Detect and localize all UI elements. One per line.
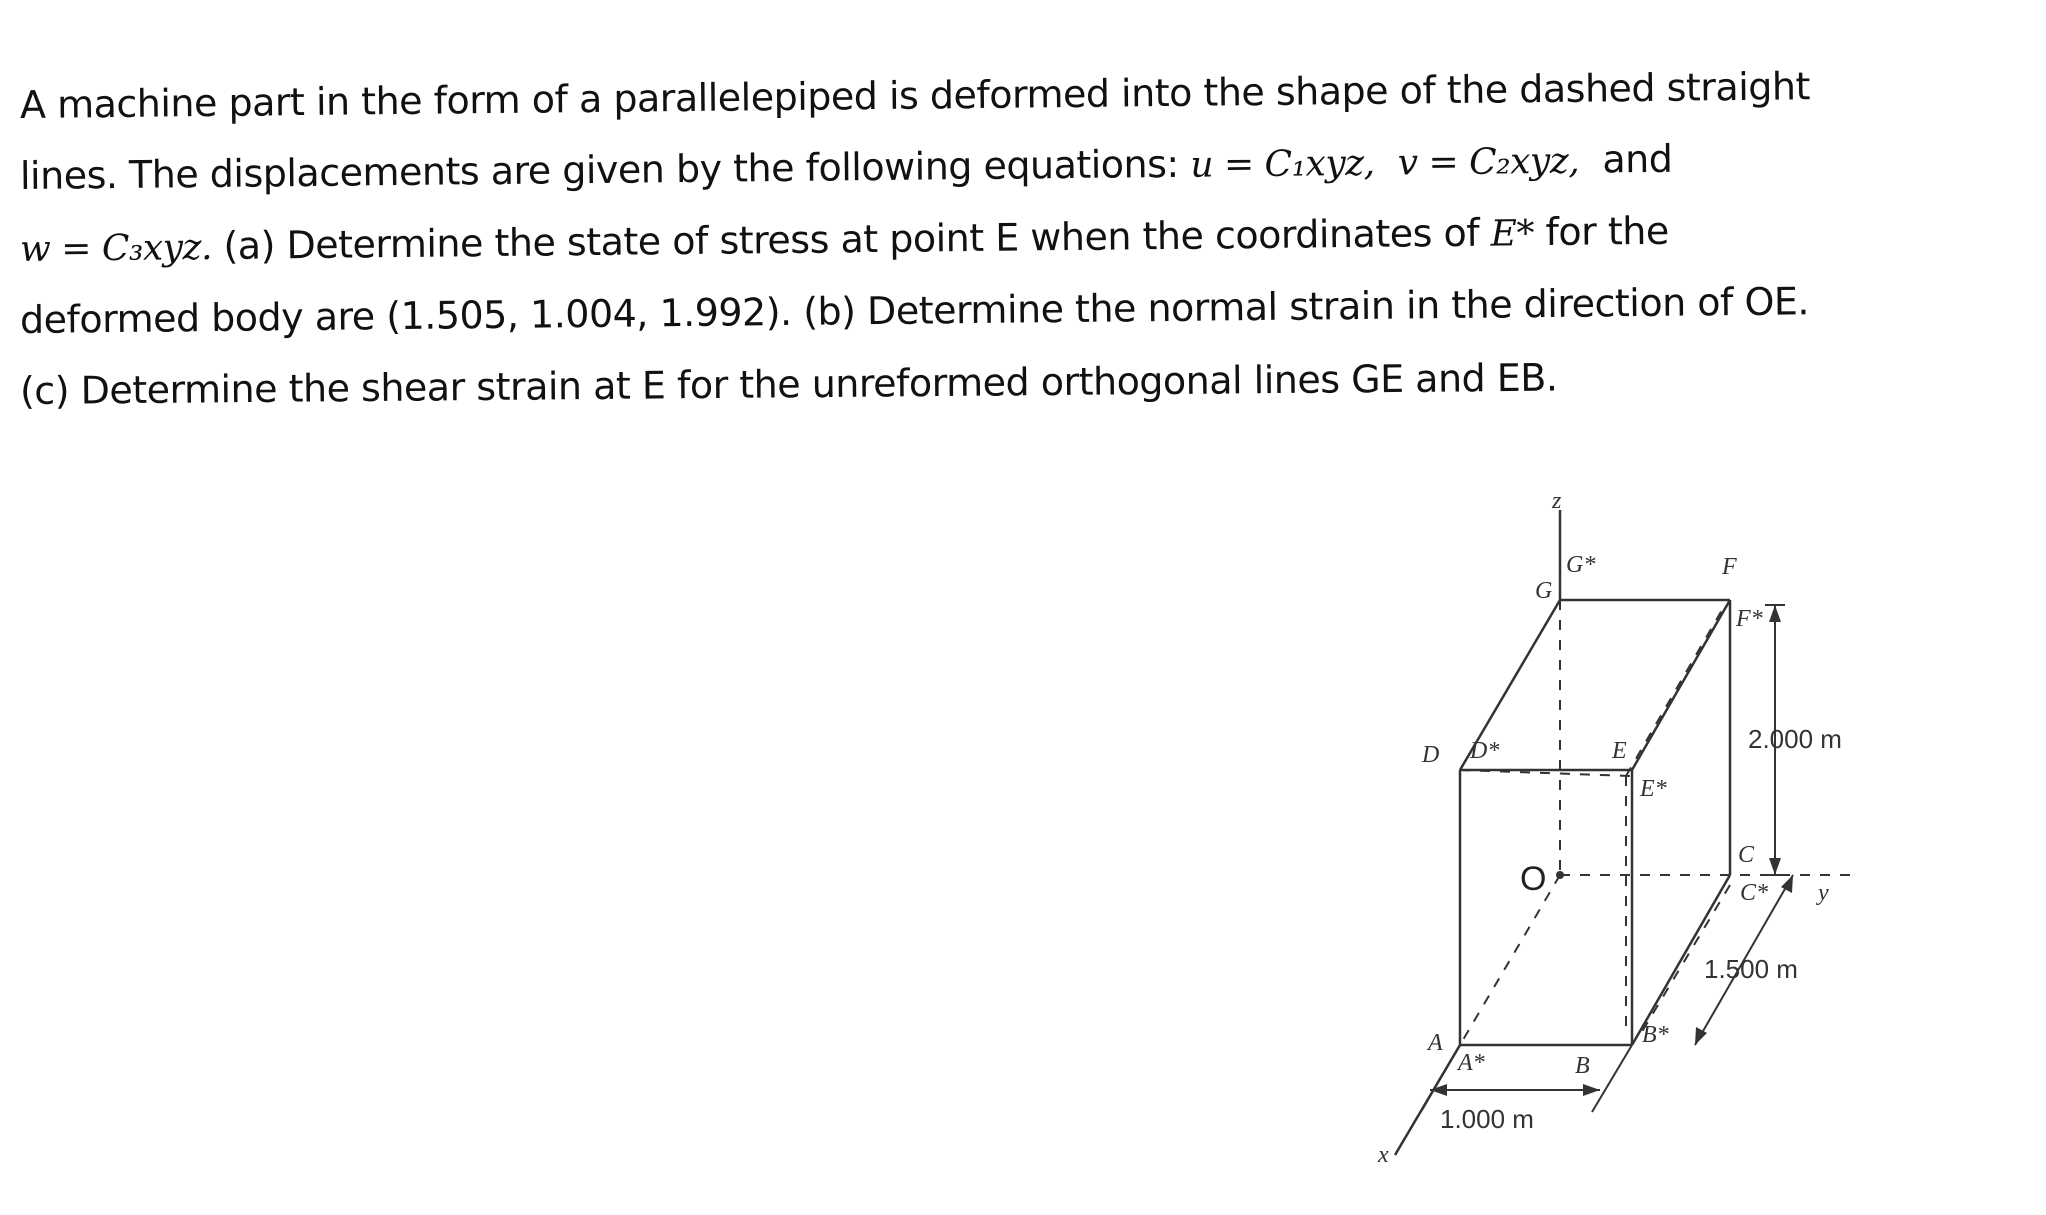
line-3-end: for the xyxy=(1533,208,1669,255)
label-f: F xyxy=(1722,554,1737,580)
label-b: B xyxy=(1575,1053,1590,1079)
label-e: E xyxy=(1612,738,1627,764)
origin-dot xyxy=(1556,871,1564,879)
label-b-star: B* xyxy=(1642,1022,1669,1048)
label-g-star: G* xyxy=(1566,552,1596,578)
deformed-edge-ef xyxy=(1626,610,1722,776)
edge-fe xyxy=(1632,600,1730,770)
problem-statement xyxy=(19,64,2010,427)
line-2-text: lines. The displacements are given by the following equations: xyxy=(19,141,1191,198)
problem-line-5: (c) Determine the shear strain at E for the unreformed orthogonal lines GE and EB. xyxy=(19,355,1558,413)
label-g: G xyxy=(1535,578,1553,604)
hidden-edge-oa xyxy=(1460,875,1560,1045)
label-c: C xyxy=(1738,842,1755,868)
parallelepiped-diagram xyxy=(1330,490,1890,1180)
depth-arrow-top xyxy=(1781,875,1793,893)
equation-u: u = C₁xyz, xyxy=(1190,142,1375,186)
line-3-text: (a) Determine the state of stress at point E when the coordinates of xyxy=(211,210,1491,268)
label-d-star: D* xyxy=(1470,738,1500,764)
width-arrow-left xyxy=(1430,1084,1447,1096)
equation-v: v = C₂xyz, xyxy=(1397,140,1580,184)
height-arrow-bottom xyxy=(1769,858,1781,875)
width-extension-right xyxy=(1592,1045,1632,1112)
label-d: D xyxy=(1422,742,1440,768)
point-e-star: E* xyxy=(1490,213,1535,255)
label-axis-z: z xyxy=(1552,490,1562,514)
label-e-star: E* xyxy=(1640,776,1667,802)
label-axis-y: y xyxy=(1818,880,1829,906)
line-2-end: and xyxy=(1602,136,1673,182)
depth-arrow-bottom xyxy=(1695,1027,1707,1045)
label-a-star: A* xyxy=(1458,1050,1485,1076)
dimension-depth-label: 1.500 m xyxy=(1704,954,1798,984)
dimension-height-label: 2.000 m xyxy=(1748,724,1842,754)
problem-line-4: deformed body are (1.505, 1.004, 1.992). (b) Determine the normal strain in the direction of OE. xyxy=(19,279,1810,342)
height-arrow-top xyxy=(1769,605,1781,622)
width-arrow-right xyxy=(1583,1084,1600,1096)
parallelepiped-figure xyxy=(1330,490,1890,1180)
label-a: A xyxy=(1428,1030,1443,1056)
label-axis-x: x xyxy=(1378,1142,1389,1168)
label-f-star: F* xyxy=(1736,606,1763,632)
problem-line-1: A machine part in the form of a parallelepiped is deformed into the shape of the dashed straight xyxy=(19,64,1811,127)
dimension-width-label: 1.000 m xyxy=(1440,1104,1534,1134)
label-o: O xyxy=(1520,860,1547,898)
equation-w: w = C₃xyz. xyxy=(19,226,213,270)
label-c-star: C* xyxy=(1740,880,1769,906)
